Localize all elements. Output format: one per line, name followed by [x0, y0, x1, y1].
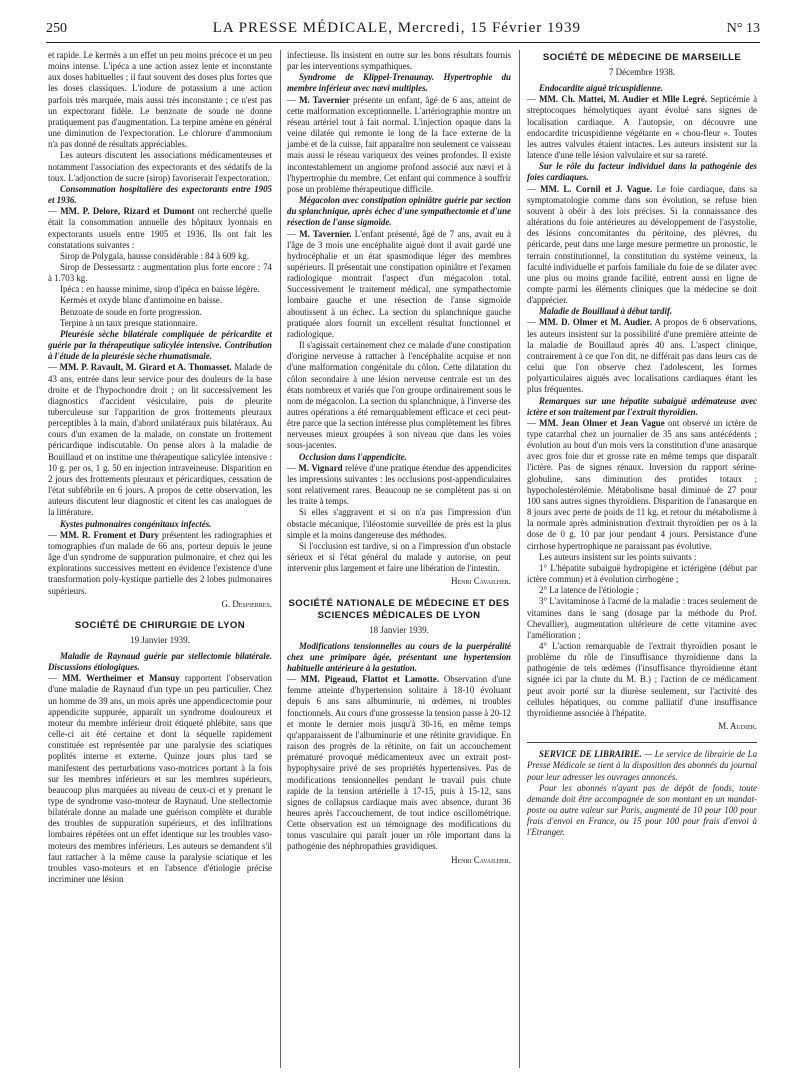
society-date: 7 Décembre 1938.: [608, 67, 676, 77]
society-title: SOCIÉTÉ DE CHIRURGIE DE LYON: [74, 619, 246, 631]
article-body: — MM. P. Delore, Rizard et Dumont ont recherché quelle était la consommation annuelle des hôpitaux lyonnais en expectorants usuels entre 1905 et 1936. Ils ont fait les constatations suivantes :: [48, 206, 272, 250]
consumption-list: [48, 251, 272, 329]
column-3: [527, 50, 757, 1068]
article-authors: M. Tavernier: [299, 94, 350, 105]
signature: G. Despierres.: [221, 598, 272, 609]
signature: M. Audier.: [718, 721, 757, 732]
list-item: 4° L'action remarquable de l'extrait thyroïdien posant le problème du rôle de l'insuffisance thyroïdienne dans la pathogénie de tels œdèmes (l'insuffisance thyroïdienne étant signée ici par la chute du M. B.) ; l'action de ce médicament peut avoir porté sur la diurèse seulement, sur l'activité des cellules hépatiques, ou comme palliatif d'une insuffisance thyroïdienne associée à l'hépatite.: [527, 640, 757, 718]
list-item: Terpine à un taux presque stationnaire.: [60, 317, 198, 328]
continued-text: et rapide. Le kermès a un effet un peu moins précoce et un peu moins intense. L'ipéca a une action assez lente et inconstante aux doses habituelles ; il faut souvent des doses plus fortes que les doses classiques. L'iodure de potassium a une action parfois très marquée, mais aussi très inconstante ; ce n'est pas un expectorant fidèle. Le benzoate de soude ne donne pratiquement pas d'augmentation. La terpine amène en général une diminution de l'expectoration. Le chlorure d'ammonium n'a pas donné de résultats appréciables.: [48, 50, 272, 150]
library-service-notice: [527, 742, 757, 838]
article-body: — M. Vignard relève d'une pratique étendue des appendicites les impressions suivantes : les occlusions post-appendiculaires sont relativement rares. Beaucoup ne se complètent pas si on les traite à temps.: [287, 462, 511, 507]
list-item: Kermès et oxyde blanc d'antimoine en baisse.: [60, 295, 223, 306]
society-date: 19 Janvier 1939.: [130, 634, 190, 645]
paragraph: Si l'occlusion est tardive, si on a l'impression d'un obstacle sérieux et si l'état général du malade y autorise, on peut intervenir plus largement et faire une libération de l'intestin.: [287, 540, 511, 574]
article-title: Syndrome de Klippel-Trenaunay. Hypertrophie du membre inférieur avec nævi multiples.: [287, 72, 511, 94]
page-number: 250: [46, 21, 67, 36]
article-authors: M. Tavernier.: [299, 228, 352, 239]
paragraph: Les auteurs insistent sur les points suivants :: [539, 551, 697, 562]
page-header: [46, 20, 760, 42]
journal-title: LA PRESSE MÉDICALE, Mercredi, 15 Février 1939: [212, 20, 582, 36]
column-2: [287, 50, 511, 1068]
column-1: [48, 50, 272, 1068]
article-title: Mégacolon avec constipation opiniâtre guérie par section du splanchnique, après échec d'une sympathectomie et d'une résection de l'anse sigmoïde.: [287, 195, 511, 228]
article-title: Remarques sur une hépatite subaiguë œdémateuse avec ictère et son traitement par l'extrait thyroïdien.: [527, 395, 757, 417]
header-rule: [46, 42, 760, 43]
article-authors: MM. Jean Olmer et Jean Vague: [539, 417, 665, 428]
list-item: 2° La latence de l'étiologie ;: [539, 585, 639, 596]
article-authors: MM. D. Olmer et M. Audier.: [539, 317, 652, 328]
article-body: — MM. Pigeaud, Flattot et Lamotte. Observation d'une femme atteinte d'hypertension solitaire à 18-10 évoluant depuis 6 ans sans albuminurie, ni œdèmes, ni troubles fonctionnels. Au cours d'une grossesse la tension passe à 20-12 et monte le dernier mois jusqu'à 30-16, en même temps qu'apparaissent de l'albuminurie et une rétinite gravidique. En raison des progrès de la rétinite, on fait un accouchement prématuré provoqué médicamenteux avec un extrait post-hypophysaire privé de ses propriétés hypertensives. Pas de modifications tensionnelles pendant le travail puis chute rapide de la tension artérielle à 17-15, puis à 15-12, sans signes de collapsus cardiaque mais avec absence, durant 36 heures après l'accouchement, de tout indice oscillométrique. Cette observation est un témoignage des modifications du tonus vasculaire qui paraît jouer un rôle important dans la pathogénie des néphropathies gravidiques.: [287, 674, 511, 852]
issue-number: N° 13: [726, 21, 760, 36]
list-item: Ipéca : en hausse minime, sirop d'ipéca en baisse légère.: [60, 284, 260, 295]
list-item: 1° L'hépatite subaiguë hydropigène et ictérigène (début par ictère commun) et à évolution cirrhogène ;: [527, 562, 757, 585]
article-title: Endocardite aiguë tricuspidienne.: [539, 83, 664, 94]
article-authors: MM. L. Cornil et J. Vague.: [540, 183, 653, 194]
article-title: Pleurésie sèche bilatérale compliquée de péricardite et guérie par la thérapeutique salicylée intensive. Contribution à l'étude de la pleurésie sèche rhumatismale.: [48, 328, 272, 362]
article-title: Sur le rôle du facteur individuel dans la pathogénie des foies cardiaques.: [527, 161, 757, 183]
society-date: 18 Janvier 1939.: [369, 624, 429, 635]
notice-heading: SERVICE DE LIBRAIRIE.: [539, 749, 642, 760]
points-list: [527, 563, 757, 719]
society-title: SOCIÉTÉ DE MÉDECINE DE MARSEILLE: [542, 52, 742, 63]
list-item: Sirop de Polygala, hausse considérable : 84 à 609 kg.: [60, 250, 250, 261]
article-body: — MM. Ch. Mattei, M. Audier et Mlle Legré. Septicémie à streptocoques hémolytiques ayant évolué sans signes de localisation cardiaque. A l'autopsie, on découvre une endocardite tricuspidienne végétante en « chou-fleur ». Toutes les autres valvules étaient intactes. Les auteurs insistent sur la latence d'une telle lésion valvulaire et sur sa rareté.: [527, 94, 757, 161]
list-item: 3° L'avitaminose à l'acmé de la maladie : traces seulement de vitamines dans le sang (dosage par la méthode du Prof. Chevallier), augmentation ultérieure de cette vitamine avec l'amélioration ;: [527, 596, 757, 640]
paragraph: Si elles s'aggravent et si on n'a pas l'impression d'un obstacle mécanique, l'iléostomie surveillée de près est la plus simple et la moins dangereuse des méthodes.: [287, 507, 511, 540]
article-body: — MM. Wertheimer et Mansuy rapportent l'observation d'une maladie de Raynaud d'un type un peu particulier. Chez un homme de 39 ans, un mois après une appendicectomie pour appendicite suppurée, apparaît un syndrome douloureux et moteur du membre inférieur droit étiqueté phlébite, sans que celle-ci ait été certaine et dont la séquelle rapidement constituée est représentée par une paralysie des sciatiques poplités interne et externe. Quinze jours plus tard se manifestent des perturbations vaso-motrices portant à la fois sur les membres inférieurs et sur les membres supérieurs, beaucoup plus marquées au niveau de ceux-ci et y prenant le type de syndrome vaso-moteur de Raynaud. Une stellectomie bilatérale donne au malade une guérison complète et durable des troubles de suppuration supérieurs, et des infiltrations lombaires répétées ont un effet identique sur les troubles vaso-moteurs des membres inférieurs. Les auteurs se demandent s'il faut rattacher à la même cause la paralysie sciatique et les troubles vaso-moteurs et en l'absence d'étiologie précise incriminer une lésion: [48, 673, 272, 885]
article-authors: MM. R. Froment et Dury: [59, 529, 159, 540]
article-title: Maladie de Raynaud guérie par stellectomie bilatérale. Discussions étiologiques.: [48, 650, 272, 673]
article-body: — MM. D. Olmer et M. Audier. A propos de 6 observations, les auteurs insistent sur la possibilité d'une première atteinte de la maladie de Bouillaud après 40 ans. L'aspect clinique, contrairement à ce que l'on dit, ne différait pas dans leurs cas de celui que l'on observe chez l'adolescent, les formes polyarticulaires aiguës avec localisations cardiaques étant les plus fréquentes.: [527, 317, 757, 395]
article-body: — MM. Jean Olmer et Jean Vague ont observé un ictère de type catarrhal chez un journalier de 35 ans sans antécédents ; évolution au bout d'un mois vers la constitution d'une anasarque avec gros foie dur et grosse rate en même temps que disparaît l'ictère. Pas de signes rénaux. Inversion du rapport sérine-globuline, sans diminution des protides totaux ; hypocholestérolémie. Métabolisme basal diminué de 27 pour 100 sans autres signes thyroïdiens. Disparition de l'anasarque en 8 jours avec perte de poids de 11 kg. et retour du métabolisme à la normale après administration d'extrait thyroïdien per os à la dose de 0 g. 10 par jour pendant 4 jours. Persistance d'une cirrhose hypertrophique ne paraissant pas évolutive.: [527, 417, 757, 551]
notice-text: SERVICE DE LIBRAIRIE. — Le service de librairie de La Presse Médicale se tient à la disposition des abonnés du journal pour leur adresser les ouvrages annoncés.: [527, 749, 757, 782]
article-authors: MM. P. Delore, Rizard et Dumont: [60, 206, 195, 217]
article-title: Occlusion dans l'appendicite.: [299, 451, 407, 462]
article-authors: MM. P. Ravault, M. Girard et A. Thomasset.: [59, 362, 232, 373]
article-body: — MM. R. Froment et Dury présentent les radiographies et tomographies d'un malade de 66 ans, porteur depuis le jeune âge d'un syndrome de suppuration pulmonaire, et chez qui les explorations successives mettent en évidence l'existence d'une transformation poly-kystique partielle des 2 lobes pulmonaires supérieurs.: [48, 529, 272, 596]
article-authors: MM. Ch. Mattei, M. Audier et Mlle Legré.: [539, 94, 708, 105]
signature: Henri Cavailher.: [451, 854, 511, 865]
article-body: — M. Tavernier. L'enfant présenté, âgé de 7 ans, avait eu à l'âge de 3 mois une encéphalite aiguë dont il avait gardé une hydrocéphalie et un état spasmodique léger des membres supérieurs. Il présentait une constipation opiniâtre et l'examen radiologique montrait l'aspect d'un mégacolon total. Successivement le traitement médical, une sympathectomie lombaire gauche et une résection de l'anse sigmoïde aboutissent à un échec. La section du splanchnique gauche pratiquée alors fournit un excellent résultat fonctionnel et radiologique.: [287, 228, 511, 339]
society-title: SOCIÉTÉ NATIONALE DE MÉDECINE ET DES SCIENCES MÉDICALES DE LYON: [288, 597, 510, 621]
column-divider-2: [519, 50, 520, 1068]
article-body: — M. Tavernier présente un enfant, âgé de 6 ans, atteint de cette malformation exceptionnelle. L'artériographie montre un réseau artériel tout à fait normal. L'injection opaque dans la veine dilatée qui remonte le long de la face externe de la jambe et de la cuisse, fait apparaître non seulement ce vaisseau mais aussi le réseau variqueux des veines profondes. Il existe incontestablement un angiome profond associé aux nævi et à l'hypertrophie du membre. Cet enfant qui commence à souffrir pose un problème thérapeutique difficile.: [287, 94, 511, 194]
paragraph: Les auteurs discutent les associations médicamenteuses et notamment l'association des expectorants et des sédatifs de la toux. L'adjonction de sucre (sirop) favoriserait l'expectoration.: [48, 150, 272, 183]
article-authors: MM. Wertheimer et Mansuy: [62, 673, 180, 684]
article-title: Kystes pulmonaires congénitaux infectés.: [60, 518, 212, 529]
column-divider-1: [280, 50, 281, 1068]
paragraph: Il s'agissait certainement chez ce malade d'une constipation d'origine nerveuse à rattacher à l'encéphalite acquise et non d'une malformation congénitale du côlon. Cette dilatation du côlon secondaire à une lésion nerveuse centrale est un des états nombreux et variés que l'on groupe ordinairement sous le nom de mégacolon. La section du splanchnique, à l'inverse des autres opérations a été remarquablement efficace et ceci peut-être parce que la section intéresse plus complètement les fibres nerveuses mieux groupées à son niveau que dans les voies sous-jacentes.: [287, 340, 511, 451]
list-item: Benzoate de soude en forte progression.: [60, 306, 202, 317]
article-body: — MM. P. Ravault, M. Girard et A. Thomasset. Malade de 43 ans, entrée dans leur service pour des douleurs de la base droite et de l'hypochondre droit ; on lit successivement les diagnostics d'accident vésiculaire, puis de pleurite tuberculeuse sur l'apparition de gros frottements pleuraux perceptibles à la main, d'abord unilatéraux puis bilatéraux. Au cours d'un examen de la malade, on constate un frottement péricardique indiscutable. On pense alors à la maladie de Bouillaud et on institue une thérapeutique salicylée intensive : 10 g. per os, 1 g. 50 en injection intraveineuse. Disparition en 2 jours des frottements pleuraux et péricardiques, cessation de l'état subfébrile en 6 jours. A propos de cette observation, les auteurs discutent leur diagnostic et citent les cas analogues de la littérature.: [48, 362, 272, 518]
article-title: Maladie de Bouillaud à début tardif.: [539, 306, 673, 317]
list-item: Sirop de Dessessartz : augmentation plus forte encore : 74 à 1.703 kg.: [48, 261, 272, 284]
signature: Henri Cavailher.: [451, 576, 511, 587]
article-title: Consommation hospitalière des expectorants entre 1905 et 1936.: [48, 183, 272, 206]
continued-text: infectieuse. Ils insistent en outre sur les bons résultats fournis par les interventions sympathiques.: [287, 50, 511, 72]
article-authors: M. Vignard: [298, 462, 343, 473]
article-title: Modifications tensionnelles au cours de la puerpéralité chez une primipare âgée, présentant une hypertension habituelle antérieure à la gestation.: [287, 640, 511, 673]
notice-text: Pour les abonnés n'ayant pas de dépôt de fonds, toute demande doit être accompagnée de son montant en un mandat-poste ou autre valeur sur Paris, augmenté de 10 pour 100 pour frais d'envoi en France, ou 15 pour 100 pour frais d'envoi à l'Etranger.: [527, 782, 757, 838]
article-body: — MM. L. Cornil et J. Vague. Le foie cardiaque, dans sa symptomatologie comme dans son évolution, se refuse bien souvent à obéir à des lois précises. Si la connaissance des altérations du foie antérieures au développement de l'asystolie, des lésions concomitantes du péritoine, des plèvres, du péricarde, peut dans une large mesure permettre un pronostic, le terrain constitutionnel, la constitution du système veineux, la faculté individuelle et parfois familiale du foie de se dilater avec une plus ou moins grande facilité, entrent aussi en ligne de compte parmi les éléments cliniques que la médecine se doit d'apprécier.: [527, 183, 757, 306]
article-authors: MM. Pigeaud, Flattot et Lamotte.: [300, 674, 439, 685]
